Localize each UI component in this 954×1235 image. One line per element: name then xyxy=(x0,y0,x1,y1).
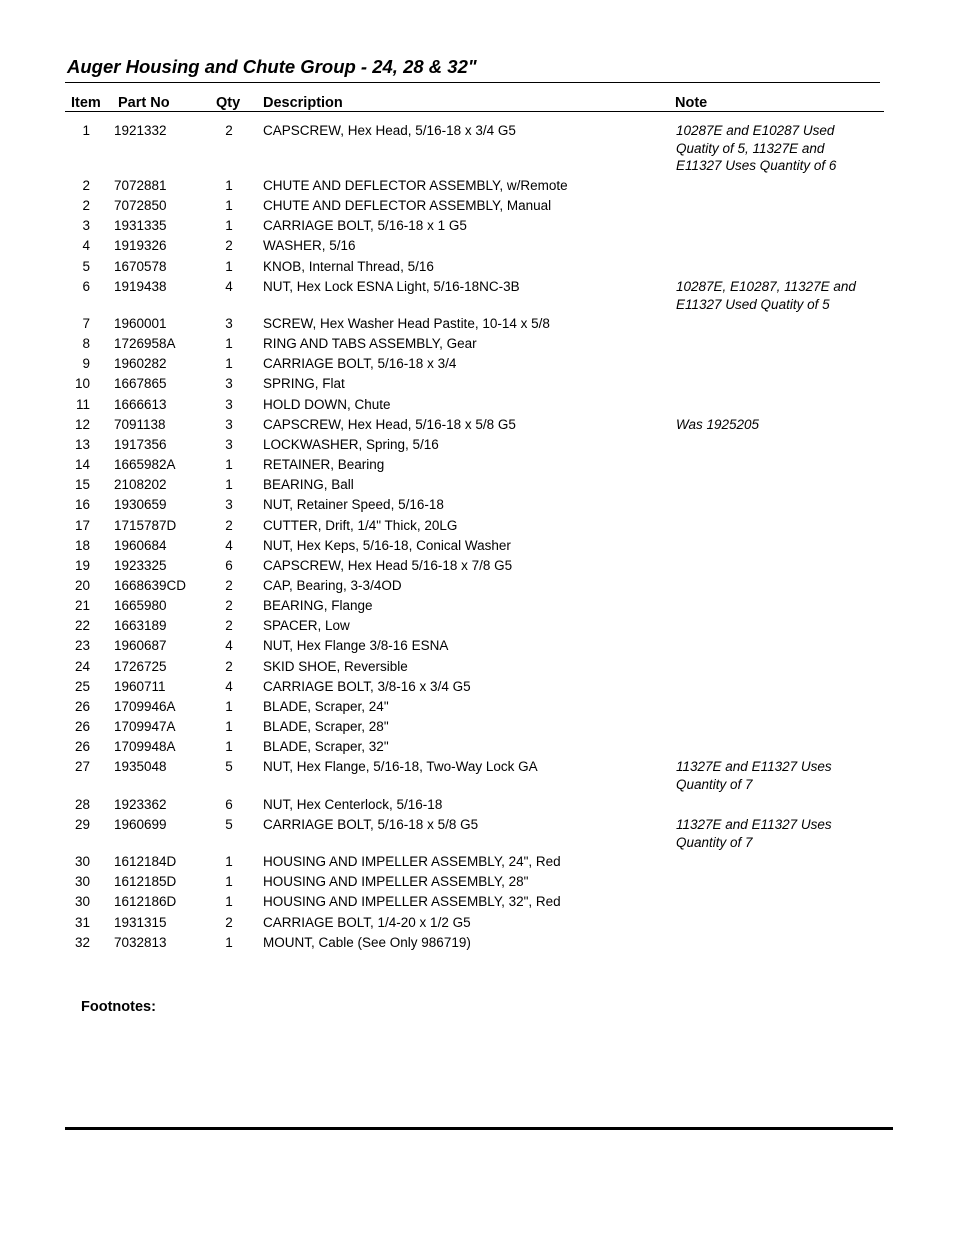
part-number-cell: 1935048 xyxy=(114,759,167,774)
item-cell: 30 xyxy=(74,894,90,909)
item-cell: 32 xyxy=(74,935,90,950)
part-number-cell: 1709947A xyxy=(114,719,176,734)
part-number-cell: 1960699 xyxy=(114,817,167,832)
footnotes-label: Footnotes: xyxy=(81,999,156,1015)
qty-cell: 1 xyxy=(225,874,233,889)
item-cell: 4 xyxy=(82,238,90,253)
qty-cell: 6 xyxy=(225,797,233,812)
qty-cell: 1 xyxy=(225,894,233,909)
qty-cell: 3 xyxy=(225,316,233,331)
part-number-cell: 1930659 xyxy=(114,497,167,512)
note-cell: 11327E and E11327 Uses Quantity of 7 xyxy=(676,817,832,850)
qty-cell: 2 xyxy=(225,578,233,593)
part-number-cell: 1960282 xyxy=(114,356,167,371)
part-number-cell: 1709948A xyxy=(114,739,176,754)
item-cell: 2 xyxy=(82,178,90,193)
description-cell: SPRING, Flat xyxy=(263,376,345,391)
item-cell: 13 xyxy=(74,437,90,452)
part-number-cell: 1960711 xyxy=(114,679,166,694)
item-cell: 26 xyxy=(74,739,90,754)
part-number-cell: 1709946A xyxy=(114,699,176,714)
description-cell: CARRIAGE BOLT, 5/16-18 x 1 G5 xyxy=(263,218,467,233)
description-cell: NUT, Hex Centerlock, 5/16-18 xyxy=(263,797,443,812)
description-cell: KNOB, Internal Thread, 5/16 xyxy=(263,259,434,274)
column-header-description: Description xyxy=(263,95,343,111)
qty-cell: 2 xyxy=(225,659,233,674)
part-number-cell: 1663189 xyxy=(114,618,167,633)
part-number-cell: 1960001 xyxy=(114,316,167,331)
description-cell: NUT, Hex Flange, 5/16-18, Two-Way Lock GA xyxy=(263,759,538,774)
item-cell: 8 xyxy=(82,336,90,351)
item-cell: 17 xyxy=(74,518,90,533)
part-number-cell: 1612186D xyxy=(114,894,177,909)
item-cell: 31 xyxy=(74,915,90,930)
column-header-note: Note xyxy=(675,95,708,111)
qty-cell: 3 xyxy=(225,497,233,512)
description-cell: WASHER, 5/16 xyxy=(263,238,356,253)
item-cell: 1 xyxy=(82,123,90,138)
part-number-cell: 1667865 xyxy=(114,376,167,391)
qty-cell: 4 xyxy=(225,538,233,553)
description-cell: BLADE, Scraper, 32" xyxy=(263,739,389,754)
item-cell: 10 xyxy=(74,376,90,391)
item-cell: 30 xyxy=(74,854,90,869)
part-number-cell: 1960687 xyxy=(114,638,167,653)
part-number-cell: 1923362 xyxy=(114,797,167,812)
part-number-cell: 1666613 xyxy=(114,397,167,412)
part-number-cell: 1612184D xyxy=(114,854,177,869)
description-cell: SPACER, Low xyxy=(263,618,350,633)
part-number-cell: 1665980 xyxy=(114,598,167,613)
qty-cell: 2 xyxy=(225,915,233,930)
item-cell: 6 xyxy=(82,279,90,294)
description-cell: NUT, Hex Lock ESNA Light, 5/16-18NC-3B xyxy=(263,279,520,294)
item-cell: 16 xyxy=(74,497,90,512)
part-number-cell: 1726958A xyxy=(114,336,176,351)
item-cell: 18 xyxy=(74,538,90,553)
item-cell: 25 xyxy=(74,679,90,694)
description-cell: HOLD DOWN, Chute xyxy=(263,397,391,412)
description-cell: SKID SHOE, Reversible xyxy=(263,659,408,674)
item-cell: 22 xyxy=(74,618,90,633)
part-number-cell: 7091138 xyxy=(114,417,166,432)
part-number-cell: 1612185D xyxy=(114,874,177,889)
qty-cell: 2 xyxy=(225,238,233,253)
description-cell: NUT, Hex Keps, 5/16-18, Conical Washer xyxy=(263,538,511,553)
qty-cell: 3 xyxy=(225,376,233,391)
part-number-cell: 1931315 xyxy=(114,915,167,930)
description-cell: CAPSCREW, Hex Head, 5/16-18 x 5/8 G5 xyxy=(263,417,516,432)
item-cell: 15 xyxy=(74,477,90,492)
qty-cell: 4 xyxy=(225,279,233,294)
part-number-cell: 1960684 xyxy=(114,538,167,553)
part-number-cell: 1923325 xyxy=(114,558,167,573)
qty-cell: 1 xyxy=(225,739,233,754)
description-cell: CHUTE AND DEFLECTOR ASSEMBLY, Manual xyxy=(263,198,552,213)
qty-cell: 2 xyxy=(225,518,233,533)
qty-cell: 5 xyxy=(225,759,233,774)
item-cell: 21 xyxy=(74,598,90,613)
item-cell: 9 xyxy=(82,356,90,371)
page-title: Auger Housing and Chute Group - 24, 28 & 32" xyxy=(67,56,477,77)
qty-cell: 1 xyxy=(225,336,233,351)
item-cell: 26 xyxy=(74,719,90,734)
item-cell: 30 xyxy=(74,874,90,889)
qty-cell: 1 xyxy=(225,218,233,233)
description-cell: CARRIAGE BOLT, 1/4-20 x 1/2 G5 xyxy=(263,915,471,930)
item-cell: 20 xyxy=(74,578,90,593)
description-cell: CAPSCREW, Hex Head, 5/16-18 x 3/4 G5 xyxy=(263,123,516,138)
qty-cell: 1 xyxy=(225,935,233,950)
description-cell: NUT, Hex Flange 3/8-16 ESNA xyxy=(263,638,449,653)
item-cell: 26 xyxy=(74,699,90,714)
description-cell: CARRIAGE BOLT, 5/16-18 x 3/4 xyxy=(263,356,457,371)
description-cell: BLADE, Scraper, 28" xyxy=(263,719,389,734)
qty-cell: 3 xyxy=(225,437,233,452)
description-cell: RING AND TABS ASSEMBLY, Gear xyxy=(263,336,477,351)
item-cell: 11 xyxy=(75,397,90,412)
part-number-cell: 1726725 xyxy=(114,659,167,674)
description-cell: NUT, Retainer Speed, 5/16-18 xyxy=(263,497,444,512)
qty-cell: 4 xyxy=(225,638,233,653)
description-cell: BEARING, Ball xyxy=(263,477,354,492)
description-cell: HOUSING AND IMPELLER ASSEMBLY, 28" xyxy=(263,874,529,889)
description-cell: CARRIAGE BOLT, 5/16-18 x 5/8 G5 xyxy=(263,817,479,832)
item-cell: 23 xyxy=(74,638,90,653)
qty-cell: 1 xyxy=(225,198,233,213)
part-number-cell: 1921332 xyxy=(114,123,167,138)
note-cell: 10287E and E10287 Used Quatity of 5, 11327E and E11327 Uses Quantity of 6 xyxy=(676,123,837,173)
column-header-item: Item xyxy=(71,95,101,111)
item-cell: 29 xyxy=(74,817,90,832)
qty-cell: 1 xyxy=(225,699,233,714)
part-number-cell: 1917356 xyxy=(114,437,167,452)
item-cell: 3 xyxy=(82,218,90,233)
qty-cell: 1 xyxy=(225,477,233,492)
description-cell: CAP, Bearing, 3-3/4OD xyxy=(263,578,402,593)
bottom-divider xyxy=(65,1127,893,1130)
part-number-cell: 7072850 xyxy=(114,198,167,213)
note-cell: Was 1925205 xyxy=(676,417,760,432)
part-number-cell: 1715787D xyxy=(114,518,177,533)
description-cell: CAPSCREW, Hex Head 5/16-18 x 7/8 G5 xyxy=(263,558,513,573)
qty-cell: 2 xyxy=(225,123,233,138)
description-cell: HOUSING AND IMPELLER ASSEMBLY, 24", Red xyxy=(263,854,561,869)
column-header-qty: Qty xyxy=(216,95,241,111)
column-header-part-no: Part No xyxy=(118,95,170,111)
item-cell: 27 xyxy=(74,759,90,774)
qty-cell: 1 xyxy=(225,854,233,869)
part-number-cell: 7032813 xyxy=(114,935,167,950)
qty-cell: 1 xyxy=(225,719,233,734)
qty-cell: 4 xyxy=(225,679,233,694)
description-cell: BEARING, Flange xyxy=(263,598,373,613)
qty-cell: 5 xyxy=(225,817,233,832)
note-cell: 11327E and E11327 Uses Quantity of 7 xyxy=(676,759,832,792)
qty-cell: 1 xyxy=(225,178,233,193)
part-number-cell: 1919326 xyxy=(114,238,167,253)
item-cell: 24 xyxy=(74,659,90,674)
description-cell: CHUTE AND DEFLECTOR ASSEMBLY, w/Remote xyxy=(263,178,568,193)
description-cell: MOUNT, Cable (See Only 986719) xyxy=(263,935,471,950)
part-number-cell: 1670578 xyxy=(114,259,167,274)
part-number-cell: 1919438 xyxy=(114,279,167,294)
item-cell: 12 xyxy=(74,417,90,432)
description-cell: RETAINER, Bearing xyxy=(263,457,385,472)
note-cell: 10287E, E10287, 11327E and E11327 Used Quatity of 5 xyxy=(676,279,856,312)
description-cell: BLADE, Scraper, 24" xyxy=(263,699,389,714)
item-cell: 7 xyxy=(82,316,90,331)
item-cell: 2 xyxy=(82,198,90,213)
qty-cell: 2 xyxy=(225,618,233,633)
description-cell: LOCKWASHER, Spring, 5/16 xyxy=(263,437,439,452)
part-number-cell: 1665982A xyxy=(114,457,176,472)
part-number-cell: 7072881 xyxy=(114,178,167,193)
description-cell: SCREW, Hex Washer Head Pastite, 10-14 x 5/8 xyxy=(263,316,550,331)
item-cell: 5 xyxy=(82,259,90,274)
qty-cell: 2 xyxy=(225,598,233,613)
qty-cell: 3 xyxy=(225,417,233,432)
item-cell: 28 xyxy=(74,797,90,812)
item-cell: 14 xyxy=(74,457,90,472)
part-number-cell: 2108202 xyxy=(114,477,167,492)
qty-cell: 1 xyxy=(225,259,233,274)
part-number-cell: 1668639CD xyxy=(114,578,187,593)
description-cell: CARRIAGE BOLT, 3/8-16 x 3/4 G5 xyxy=(263,679,471,694)
qty-cell: 1 xyxy=(225,457,233,472)
description-cell: HOUSING AND IMPELLER ASSEMBLY, 32", Red xyxy=(263,894,561,909)
qty-cell: 3 xyxy=(225,397,233,412)
item-cell: 19 xyxy=(74,558,90,573)
part-number-cell: 1931335 xyxy=(114,218,167,233)
description-cell: CUTTER, Drift, 1/4" Thick, 20LG xyxy=(263,518,458,533)
qty-cell: 6 xyxy=(225,558,233,573)
qty-cell: 1 xyxy=(225,356,233,371)
